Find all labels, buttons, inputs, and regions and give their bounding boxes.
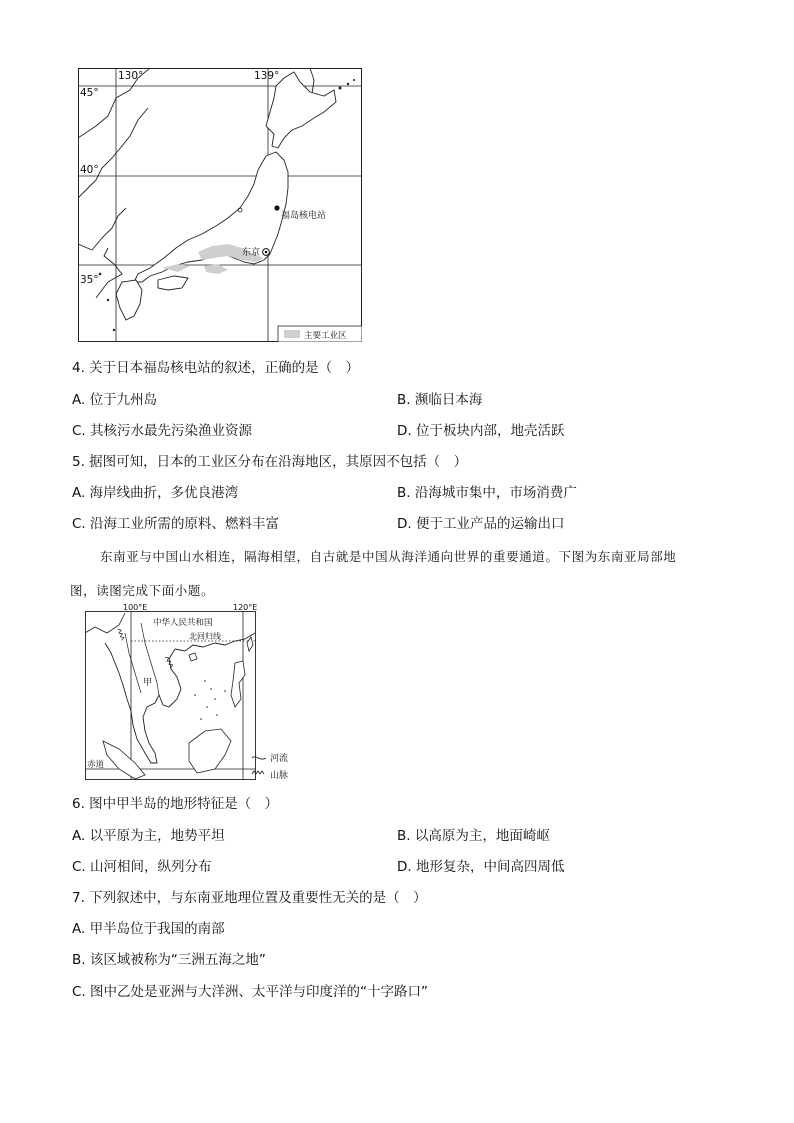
peninsula-label-jia: 甲 <box>143 678 153 688</box>
question-6-option-c[interactable]: C. 山河相间，纵列分布 <box>72 859 212 875</box>
southeast-asia-map <box>85 603 265 781</box>
tokyo-label: 东京 <box>242 248 261 258</box>
question-7-stem: 7. 下列叙述中，与东南亚地理位置及重要性无关的是（ ） <box>72 890 427 906</box>
passage <box>70 540 726 608</box>
lat-label-35: 35° <box>80 274 99 286</box>
question-7-option-c[interactable]: C. 图中乙处是亚洲与大洋洲、太平洋与印度洋的“十字路口” <box>72 984 428 1000</box>
lon-label-130: 130° <box>118 70 144 82</box>
question-7-option-b[interactable]: B. 该区域被称为“三洲五海之地” <box>72 952 266 968</box>
question-4-option-a[interactable]: A. 位于九州岛 <box>72 392 158 408</box>
question-5-option-d[interactable]: D. 便于工业产品的运输出口 <box>397 516 565 532</box>
lon-label-120e: 120°E <box>233 603 258 612</box>
lat-label-45: 45° <box>80 87 99 99</box>
question-6-option-b[interactable]: B. 以高原为主，地面崎岖 <box>397 828 550 844</box>
sea-map-legend <box>250 750 310 784</box>
japan-map <box>78 68 362 342</box>
lon-label-100e: 100°E <box>123 603 148 612</box>
question-6-option-a[interactable]: A. 以平原为主，地势平坦 <box>72 828 225 844</box>
question-5-option-b[interactable]: B. 沿海城市集中，市场消费广 <box>397 485 577 501</box>
legend-label: 主要工业区 <box>304 331 347 341</box>
fukushima-marker <box>274 205 279 210</box>
question-4-option-b[interactable]: B. 濒临日本海 <box>397 392 483 408</box>
question-5-stem: 5. 据图可知，日本的工业区分布在沿海地区，其原因不包括（ ） <box>72 454 468 470</box>
question-5-option-c[interactable]: C. 沿海工业所需的原料、燃料丰富 <box>72 516 280 532</box>
question-4-stem: 4. 关于日本福岛核电站的叙述，正确的是（ ） <box>72 360 360 376</box>
tropic-label: 北回归线 <box>189 632 221 641</box>
river-legend-icon <box>252 757 266 759</box>
question-4-option-c[interactable]: C. 其核污水最先污染渔业资源 <box>72 423 253 439</box>
passage-line-1: 东南亚与中国山水相连，隔海相望，自古就是中国从海洋通向世界的重要通道。下图为东南亚局部地 <box>100 549 677 564</box>
question-4-option-d[interactable]: D. 位于板块内部，地壳活跃 <box>397 423 565 439</box>
legend-swatch <box>284 330 300 338</box>
country-label: 中华人民共和国 <box>153 618 213 628</box>
question-6-option-d[interactable]: D. 地形复杂，中间高四周低 <box>397 859 565 875</box>
passage-line-2: 图，读图完成下面小题。 <box>70 583 215 598</box>
legend-mountain-label: 山脉 <box>270 771 289 781</box>
lat-label-40: 40° <box>80 164 99 176</box>
mountain-legend-icon <box>252 771 264 774</box>
equator-label: 赤道 <box>87 760 105 770</box>
question-5-option-a[interactable]: A. 海岸线曲折，多优良港湾 <box>72 485 239 501</box>
legend-river-label: 河流 <box>270 754 289 764</box>
question-6-stem: 6. 图中甲半岛的地形特征是（ ） <box>72 796 279 812</box>
fukushima-label: 福岛核电站 <box>281 211 327 221</box>
lon-label-139: 139° <box>254 70 280 82</box>
question-7-option-a[interactable]: A. 甲半岛位于我国的南部 <box>72 921 225 937</box>
